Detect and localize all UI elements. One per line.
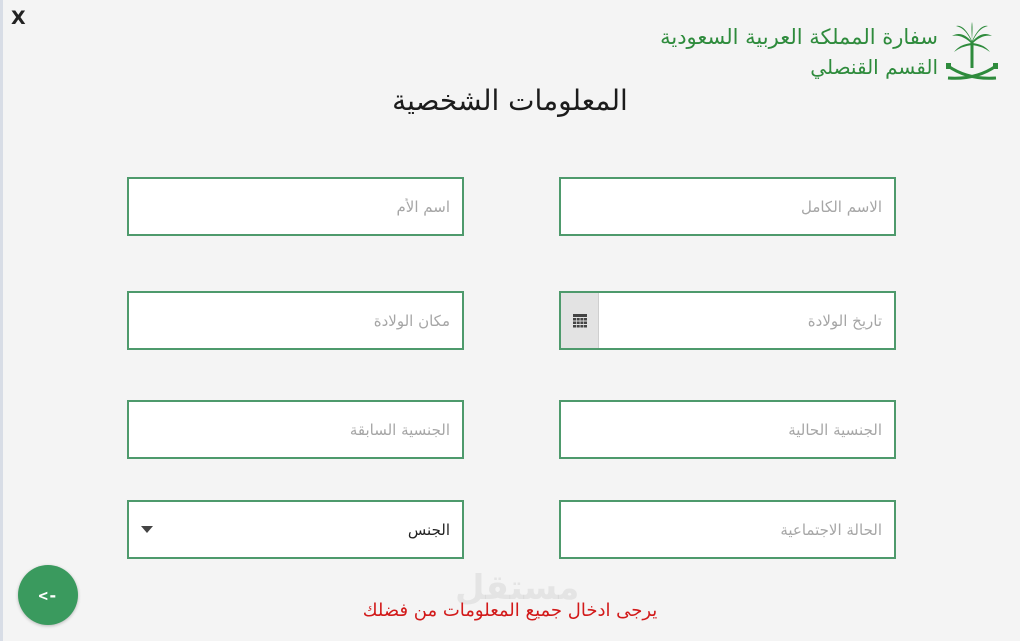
embassy-header: [660, 22, 1000, 88]
chevron-down-icon: [141, 526, 153, 533]
previous-nationality-field[interactable]: [127, 400, 464, 459]
full-name-field[interactable]: [559, 177, 896, 236]
close-button[interactable]: X: [11, 7, 26, 29]
birth-place-input[interactable]: [129, 293, 462, 348]
consular-section-label: القسم القنصلي: [810, 55, 938, 79]
page-title: المعلومات الشخصية: [392, 84, 628, 117]
current-nationality-input[interactable]: [561, 402, 894, 457]
previous-nationality-input[interactable]: [129, 402, 462, 457]
mother-name-field[interactable]: [127, 177, 464, 236]
full-name-input[interactable]: [561, 179, 894, 234]
birth-place-field[interactable]: [127, 291, 464, 350]
birth-date-input[interactable]: [561, 293, 894, 348]
palm-swords-emblem-icon: [944, 22, 1000, 88]
gender-select-value: الجنس: [407, 520, 450, 539]
marital-status-field[interactable]: [559, 500, 896, 559]
current-nationality-field[interactable]: [559, 400, 896, 459]
calendar-button[interactable]: [561, 293, 599, 348]
validation-error-message: يرجى ادخال جميع المعلومات من فضلك: [362, 600, 658, 621]
birth-date-field[interactable]: [559, 291, 896, 350]
embassy-title-block: [660, 22, 938, 82]
calendar-icon: [573, 314, 587, 328]
watermark-logo: مستقل: [455, 568, 580, 608]
back-button[interactable]: <-: [18, 565, 78, 625]
embassy-name: سفارة المملكة العربية السعودية: [660, 25, 938, 49]
gender-select[interactable]: [127, 500, 464, 559]
mother-name-input[interactable]: [129, 179, 462, 234]
marital-status-input[interactable]: [561, 502, 894, 557]
